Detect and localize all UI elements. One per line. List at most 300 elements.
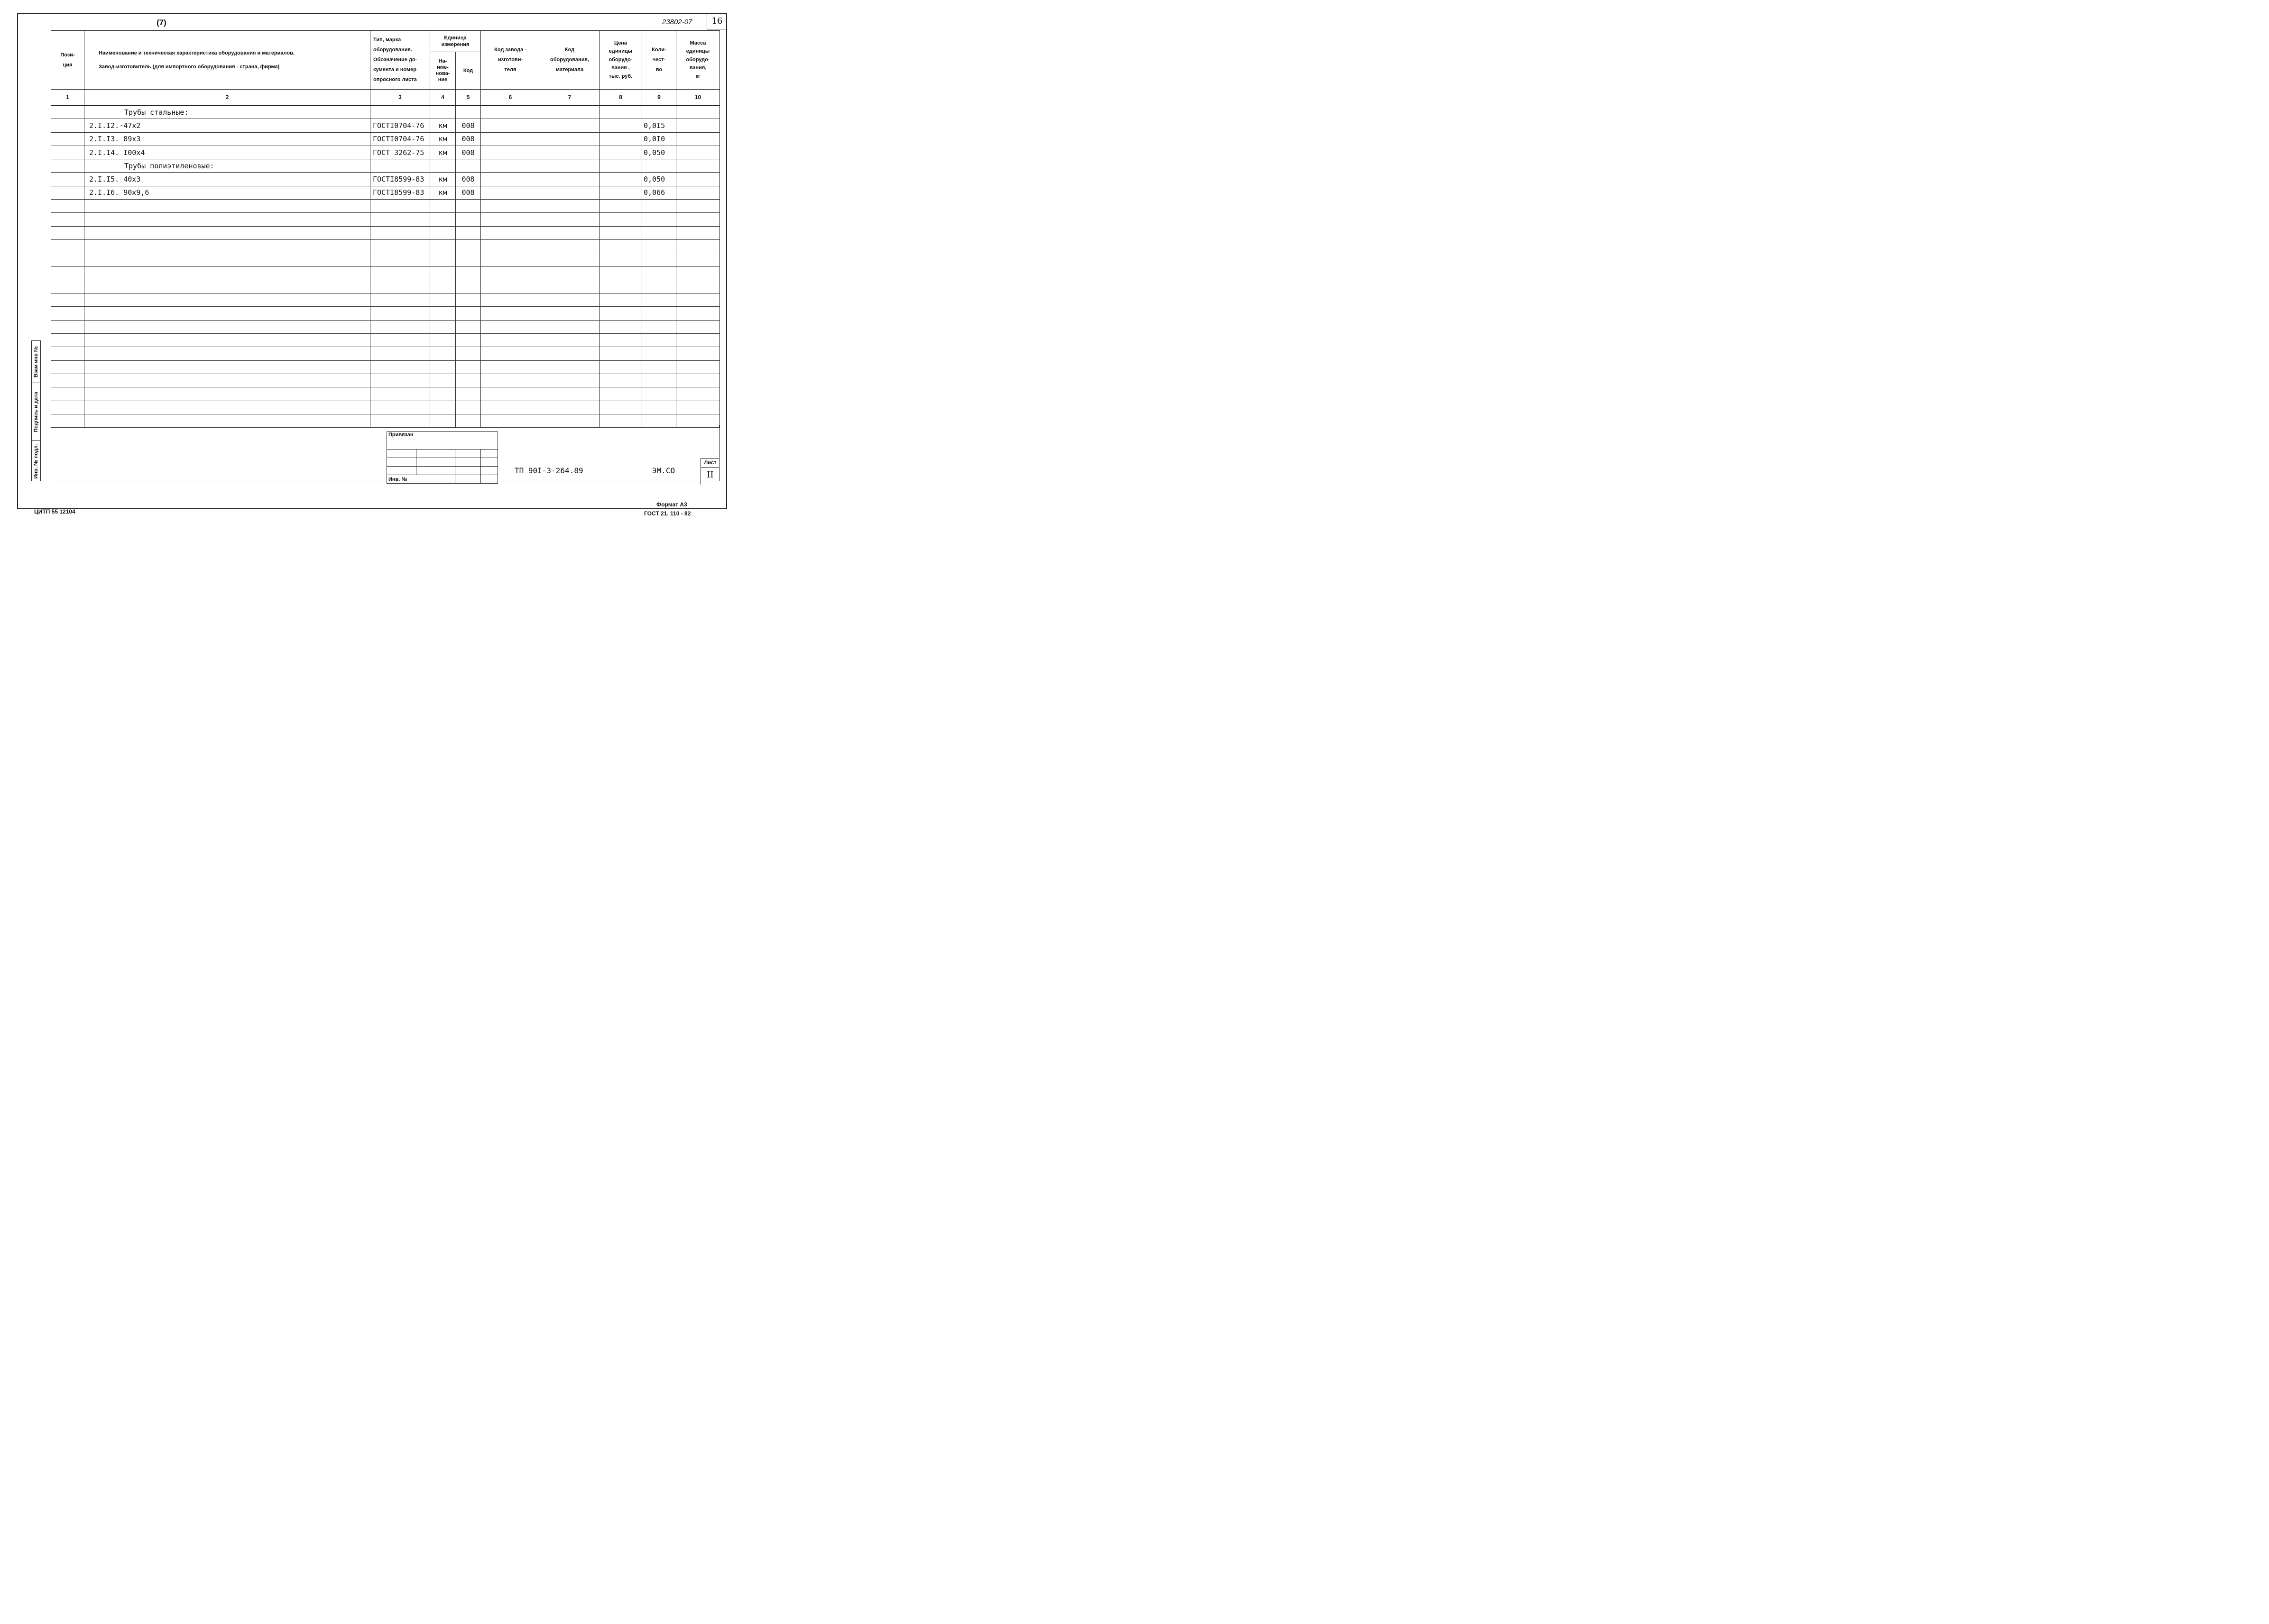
cell-unit bbox=[430, 347, 456, 360]
cell-mass bbox=[676, 334, 720, 347]
cell-unit-code bbox=[456, 347, 481, 360]
cell-unit bbox=[430, 266, 456, 280]
header-price: Цена единицы оборудо- вания , тыс. руб. bbox=[600, 31, 642, 90]
cell-name bbox=[84, 266, 370, 280]
cell-price bbox=[600, 253, 642, 266]
column-number: 9 bbox=[642, 90, 676, 106]
cell-document bbox=[370, 334, 430, 347]
cell-position bbox=[51, 106, 84, 119]
cell-price bbox=[600, 280, 642, 293]
cell-price bbox=[600, 401, 642, 414]
cell-equipment-code bbox=[540, 213, 600, 226]
cell-maker-code bbox=[481, 374, 540, 387]
cell-name bbox=[84, 307, 370, 320]
cell-unit-code bbox=[456, 200, 481, 213]
cell-name: Трубы полиэтиленовые: bbox=[84, 159, 370, 173]
cell-document: ГОСТ 3262-75 bbox=[370, 146, 430, 159]
empty-row bbox=[51, 320, 720, 333]
column-number: 6 bbox=[481, 90, 540, 106]
cell-document bbox=[370, 401, 430, 414]
cell-unit-code bbox=[456, 294, 481, 307]
cell-name bbox=[84, 280, 370, 293]
cell-equipment-code bbox=[540, 239, 600, 253]
cell-price bbox=[600, 387, 642, 401]
cell-unit bbox=[430, 106, 456, 119]
stamp-inventory: Инв. № bbox=[387, 475, 455, 484]
cell-name: 2.I.I4. I00x4 bbox=[84, 146, 370, 159]
cell-name: Трубы стальные: bbox=[84, 106, 370, 119]
cell-price bbox=[600, 360, 642, 374]
cell-unit bbox=[430, 226, 456, 239]
cell-equipment-code bbox=[540, 360, 600, 374]
cell-unit-code bbox=[456, 106, 481, 119]
cell-mass bbox=[676, 132, 720, 146]
cell-equipment-code bbox=[540, 200, 600, 213]
cell-position bbox=[51, 374, 84, 387]
cell-name: 2.I.I5. 40x3 bbox=[84, 173, 370, 186]
cell-quantity: 0,066 bbox=[642, 186, 676, 199]
cell-equipment-code bbox=[540, 347, 600, 360]
cell-unit: км bbox=[430, 119, 456, 132]
cell-unit-code bbox=[456, 320, 481, 333]
cell-equipment-code bbox=[540, 320, 600, 333]
cell-unit-code bbox=[456, 307, 481, 320]
side-stamp-cell bbox=[32, 383, 40, 441]
table-row bbox=[51, 146, 720, 159]
cell-unit bbox=[430, 334, 456, 347]
cell-position bbox=[51, 186, 84, 199]
side-stamp-cell bbox=[32, 341, 40, 383]
cell-mass bbox=[676, 401, 720, 414]
table-row bbox=[51, 132, 720, 146]
cell-maker-code bbox=[481, 387, 540, 401]
cell-price bbox=[600, 173, 642, 186]
cell-document bbox=[370, 280, 430, 293]
cell-quantity bbox=[642, 280, 676, 293]
cell-unit-code bbox=[456, 360, 481, 374]
table-body bbox=[51, 90, 720, 428]
cell-name bbox=[84, 294, 370, 307]
cell-unit bbox=[430, 374, 456, 387]
cell-quantity bbox=[642, 294, 676, 307]
cell-name bbox=[84, 200, 370, 213]
cell-document bbox=[370, 307, 430, 320]
cell-mass bbox=[676, 186, 720, 199]
cell-unit bbox=[430, 307, 456, 320]
header-unit-code: Код bbox=[456, 52, 481, 90]
cell-name bbox=[84, 360, 370, 374]
cell-name: 2.I.I2.·47x2 bbox=[84, 119, 370, 132]
header-position: Пози- ция bbox=[51, 31, 84, 90]
cell-document bbox=[370, 294, 430, 307]
cell-maker-code bbox=[481, 173, 540, 186]
footer-gost: ГОСТ 21. 110 - 82 bbox=[644, 510, 691, 517]
cell-document bbox=[370, 374, 430, 387]
cell-quantity bbox=[642, 253, 676, 266]
cell-position bbox=[51, 360, 84, 374]
cell-price bbox=[600, 320, 642, 333]
cell-position bbox=[51, 173, 84, 186]
cell-document: ГОСТI8599-83 bbox=[370, 173, 430, 186]
cell-equipment-code bbox=[540, 146, 600, 159]
cell-name bbox=[84, 226, 370, 239]
side-stamp-inventory: Инв. № подл. bbox=[33, 444, 39, 478]
cell-equipment-code bbox=[540, 334, 600, 347]
column-number: 1 bbox=[51, 90, 84, 106]
cell-price bbox=[600, 239, 642, 253]
cell-quantity bbox=[642, 307, 676, 320]
cell-name bbox=[84, 374, 370, 387]
cell-document: ГОСТI0704-76 bbox=[370, 132, 430, 146]
sheet-number: 16 bbox=[707, 13, 727, 29]
cell-mass bbox=[676, 374, 720, 387]
cell-position bbox=[51, 320, 84, 333]
cell-document bbox=[370, 239, 430, 253]
cell-position bbox=[51, 226, 84, 239]
empty-row bbox=[51, 253, 720, 266]
cell-name bbox=[84, 253, 370, 266]
cell-equipment-code bbox=[540, 387, 600, 401]
cell-unit-code bbox=[456, 387, 481, 401]
cell-name bbox=[84, 239, 370, 253]
cell-quantity bbox=[642, 213, 676, 226]
cell-price bbox=[600, 186, 642, 199]
empty-row bbox=[51, 200, 720, 213]
column-number: 8 bbox=[600, 90, 642, 106]
cell-mass bbox=[676, 360, 720, 374]
cell-equipment-code bbox=[540, 132, 600, 146]
cell-mass bbox=[676, 226, 720, 239]
cell-unit-code bbox=[456, 226, 481, 239]
specification-table bbox=[51, 30, 720, 428]
cell-mass bbox=[676, 173, 720, 186]
cell-maker-code bbox=[481, 334, 540, 347]
cell-mass bbox=[676, 253, 720, 266]
cell-equipment-code bbox=[540, 119, 600, 132]
cell-unit bbox=[430, 401, 456, 414]
empty-row bbox=[51, 387, 720, 401]
cell-document bbox=[370, 253, 430, 266]
cell-document bbox=[370, 387, 430, 401]
cell-document bbox=[370, 266, 430, 280]
cell-maker-code bbox=[481, 307, 540, 320]
header-unit-name: На- име- нова- ние bbox=[430, 52, 456, 90]
cell-mass bbox=[676, 280, 720, 293]
cell-position bbox=[51, 294, 84, 307]
cell-position bbox=[51, 200, 84, 213]
cell-mass bbox=[676, 294, 720, 307]
cell-maker-code bbox=[481, 106, 540, 119]
cell-unit-code bbox=[456, 253, 481, 266]
cell-mass bbox=[676, 159, 720, 173]
cell-maker-code bbox=[481, 360, 540, 374]
cell-unit bbox=[430, 213, 456, 226]
cell-price bbox=[600, 119, 642, 132]
cell-maker-code bbox=[481, 132, 540, 146]
cell-name bbox=[84, 401, 370, 414]
cell-document bbox=[370, 106, 430, 119]
cell-position bbox=[51, 266, 84, 280]
cell-mass bbox=[676, 146, 720, 159]
side-stamp-replace: Взам инв № bbox=[33, 346, 39, 378]
header-maker-code: Код завода - изготови- теля bbox=[481, 31, 540, 90]
cell-mass bbox=[676, 266, 720, 280]
cell-equipment-code bbox=[540, 401, 600, 414]
stamp-attached: Привязан bbox=[387, 432, 498, 450]
header-name-line2: Завод-изготовитель (для импортного оборудования - страна, фирма) bbox=[99, 64, 280, 70]
cell-quantity: 0,0I0 bbox=[642, 132, 676, 146]
cell-maker-code bbox=[481, 253, 540, 266]
cell-position bbox=[51, 213, 84, 226]
cell-mass bbox=[676, 239, 720, 253]
empty-row bbox=[51, 239, 720, 253]
cell-price bbox=[600, 200, 642, 213]
empty-row bbox=[51, 307, 720, 320]
cell-name bbox=[84, 387, 370, 401]
empty-row bbox=[51, 294, 720, 307]
empty-row bbox=[51, 226, 720, 239]
table-row bbox=[51, 159, 720, 173]
header-mass: Масса единицы оборудо- вания, кг bbox=[676, 31, 720, 90]
cell-equipment-code bbox=[540, 226, 600, 239]
cell-unit bbox=[430, 280, 456, 293]
cell-maker-code bbox=[481, 213, 540, 226]
header-equipment-code: Код оборудования, материала bbox=[540, 31, 600, 90]
document-suffix: ЭМ.СО bbox=[652, 466, 675, 475]
cell-maker-code bbox=[481, 320, 540, 333]
side-stamp-cell bbox=[32, 440, 40, 481]
cell-price bbox=[600, 294, 642, 307]
cell-unit bbox=[430, 294, 456, 307]
cell-price bbox=[600, 334, 642, 347]
empty-row bbox=[51, 347, 720, 360]
cell-quantity bbox=[642, 401, 676, 414]
cell-name bbox=[84, 347, 370, 360]
table-row bbox=[51, 186, 720, 199]
cell-mass bbox=[676, 119, 720, 132]
cell-price bbox=[600, 213, 642, 226]
cell-maker-code bbox=[481, 347, 540, 360]
cell-position bbox=[51, 146, 84, 159]
column-number: 7 bbox=[540, 90, 600, 106]
cell-equipment-code bbox=[540, 374, 600, 387]
cell-maker-code bbox=[481, 119, 540, 132]
header-unit-group: Единица измерения bbox=[430, 31, 481, 52]
cell-document bbox=[370, 213, 430, 226]
column-number: 10 bbox=[676, 90, 720, 106]
cell-document bbox=[370, 320, 430, 333]
cell-maker-code bbox=[481, 200, 540, 213]
cell-quantity bbox=[642, 347, 676, 360]
cell-quantity bbox=[642, 360, 676, 374]
cell-unit-code: 008 bbox=[456, 119, 481, 132]
cell-position bbox=[51, 239, 84, 253]
cell-unit-code bbox=[456, 401, 481, 414]
cell-document bbox=[370, 200, 430, 213]
cell-equipment-code bbox=[540, 159, 600, 173]
cell-unit bbox=[430, 200, 456, 213]
cell-mass bbox=[676, 106, 720, 119]
cell-position bbox=[51, 387, 84, 401]
header-name-line1: Наименование и техническая характеристика оборудования и материалов. bbox=[99, 50, 295, 56]
cell-position bbox=[51, 132, 84, 146]
header-name bbox=[84, 31, 370, 90]
cell-unit-code bbox=[456, 213, 481, 226]
cell-unit: км bbox=[430, 173, 456, 186]
cell-position bbox=[51, 253, 84, 266]
header-type: Тип, марка оборудования. Обозначение до- кумента и номер опросного листа bbox=[370, 31, 430, 90]
cell-equipment-code bbox=[540, 186, 600, 199]
title-block-area bbox=[51, 425, 719, 481]
cell-unit bbox=[430, 360, 456, 374]
cell-unit-code: 008 bbox=[456, 146, 481, 159]
cell-document: ГОСТI0704-76 bbox=[370, 119, 430, 132]
empty-row bbox=[51, 266, 720, 280]
column-number: 4 bbox=[430, 90, 456, 106]
cell-maker-code bbox=[481, 186, 540, 199]
table-row bbox=[51, 119, 720, 132]
empty-row bbox=[51, 213, 720, 226]
sheet-box bbox=[701, 458, 719, 485]
cell-quantity bbox=[642, 159, 676, 173]
cell-document bbox=[370, 159, 430, 173]
cell-unit: км bbox=[430, 132, 456, 146]
cell-unit-code bbox=[456, 334, 481, 347]
cell-quantity bbox=[642, 266, 676, 280]
cell-document bbox=[370, 347, 430, 360]
cell-quantity bbox=[642, 387, 676, 401]
side-stamp-signature: Подпись и дата bbox=[33, 392, 39, 432]
cell-position bbox=[51, 347, 84, 360]
cell-document: ГОСТI8599-83 bbox=[370, 186, 430, 199]
empty-row bbox=[51, 334, 720, 347]
side-stamp bbox=[31, 340, 41, 481]
cell-unit bbox=[430, 239, 456, 253]
cell-unit-code: 008 bbox=[456, 186, 481, 199]
cell-quantity: 0,050 bbox=[642, 146, 676, 159]
attachment-stamp bbox=[387, 431, 498, 484]
cell-document bbox=[370, 226, 430, 239]
cell-name: 2.I.I3. 89x3 bbox=[84, 132, 370, 146]
cell-equipment-code bbox=[540, 307, 600, 320]
cell-quantity bbox=[642, 106, 676, 119]
column-number: 5 bbox=[456, 90, 481, 106]
cell-price bbox=[600, 347, 642, 360]
empty-row bbox=[51, 280, 720, 293]
cell-mass bbox=[676, 200, 720, 213]
cell-quantity bbox=[642, 374, 676, 387]
cell-quantity bbox=[642, 334, 676, 347]
cell-unit: км bbox=[430, 186, 456, 199]
cell-position bbox=[51, 119, 84, 132]
cell-unit-code bbox=[456, 280, 481, 293]
sheet-value: II bbox=[707, 470, 714, 480]
cell-unit-code bbox=[456, 239, 481, 253]
cell-maker-code bbox=[481, 294, 540, 307]
cell-unit bbox=[430, 253, 456, 266]
empty-row bbox=[51, 401, 720, 414]
cell-mass bbox=[676, 213, 720, 226]
cell-unit-code: 008 bbox=[456, 132, 481, 146]
cell-position bbox=[51, 307, 84, 320]
cell-mass bbox=[676, 307, 720, 320]
footer-code: ЦИТП 55 12104 bbox=[34, 508, 75, 515]
cell-name bbox=[84, 320, 370, 333]
cell-position bbox=[51, 334, 84, 347]
cell-price bbox=[600, 132, 642, 146]
cell-price bbox=[600, 307, 642, 320]
cell-mass bbox=[676, 347, 720, 360]
cell-unit-code: 008 bbox=[456, 173, 481, 186]
cell-name: 2.I.I6. 90x9,6 bbox=[84, 186, 370, 199]
cell-price bbox=[600, 226, 642, 239]
cell-unit bbox=[430, 320, 456, 333]
document-number: 23802-07 bbox=[662, 18, 692, 26]
header-quantity: Коли- чест- во bbox=[642, 31, 676, 90]
cell-equipment-code bbox=[540, 106, 600, 119]
cell-maker-code bbox=[481, 146, 540, 159]
cell-position bbox=[51, 401, 84, 414]
column-number: 2 bbox=[84, 90, 370, 106]
cell-name bbox=[84, 334, 370, 347]
table-row bbox=[51, 106, 720, 119]
cell-unit-code bbox=[456, 159, 481, 173]
cell-quantity: 0,0I5 bbox=[642, 119, 676, 132]
empty-row bbox=[51, 374, 720, 387]
cell-unit bbox=[430, 159, 456, 173]
cell-price bbox=[600, 266, 642, 280]
column-number: 3 bbox=[370, 90, 430, 106]
cell-quantity bbox=[642, 200, 676, 213]
cell-equipment-code bbox=[540, 294, 600, 307]
cell-equipment-code bbox=[540, 280, 600, 293]
cell-quantity bbox=[642, 320, 676, 333]
cell-document bbox=[370, 360, 430, 374]
cell-unit: км bbox=[430, 146, 456, 159]
cell-price bbox=[600, 106, 642, 119]
cell-maker-code bbox=[481, 401, 540, 414]
cell-price bbox=[600, 159, 642, 173]
cell-price bbox=[600, 146, 642, 159]
empty-row bbox=[51, 360, 720, 374]
cell-mass bbox=[676, 387, 720, 401]
document-title: ТП 90I-3-264.89 bbox=[515, 466, 583, 475]
section-mark: (7) bbox=[157, 18, 166, 27]
cell-maker-code bbox=[481, 266, 540, 280]
cell-maker-code bbox=[481, 239, 540, 253]
cell-equipment-code bbox=[540, 173, 600, 186]
cell-maker-code bbox=[481, 226, 540, 239]
table-row bbox=[51, 173, 720, 186]
cell-quantity bbox=[642, 239, 676, 253]
cell-equipment-code bbox=[540, 266, 600, 280]
footer-format: Формат А3 bbox=[656, 501, 687, 508]
cell-price bbox=[600, 374, 642, 387]
cell-position bbox=[51, 280, 84, 293]
cell-quantity: 0,050 bbox=[642, 173, 676, 186]
cell-quantity bbox=[642, 226, 676, 239]
cell-name bbox=[84, 213, 370, 226]
cell-mass bbox=[676, 320, 720, 333]
cell-maker-code bbox=[481, 280, 540, 293]
sheet-label: Лист bbox=[701, 459, 719, 468]
cell-maker-code bbox=[481, 159, 540, 173]
column-number-row bbox=[51, 90, 720, 106]
cell-equipment-code bbox=[540, 253, 600, 266]
cell-unit-code bbox=[456, 374, 481, 387]
cell-unit-code bbox=[456, 266, 481, 280]
cell-position bbox=[51, 159, 84, 173]
